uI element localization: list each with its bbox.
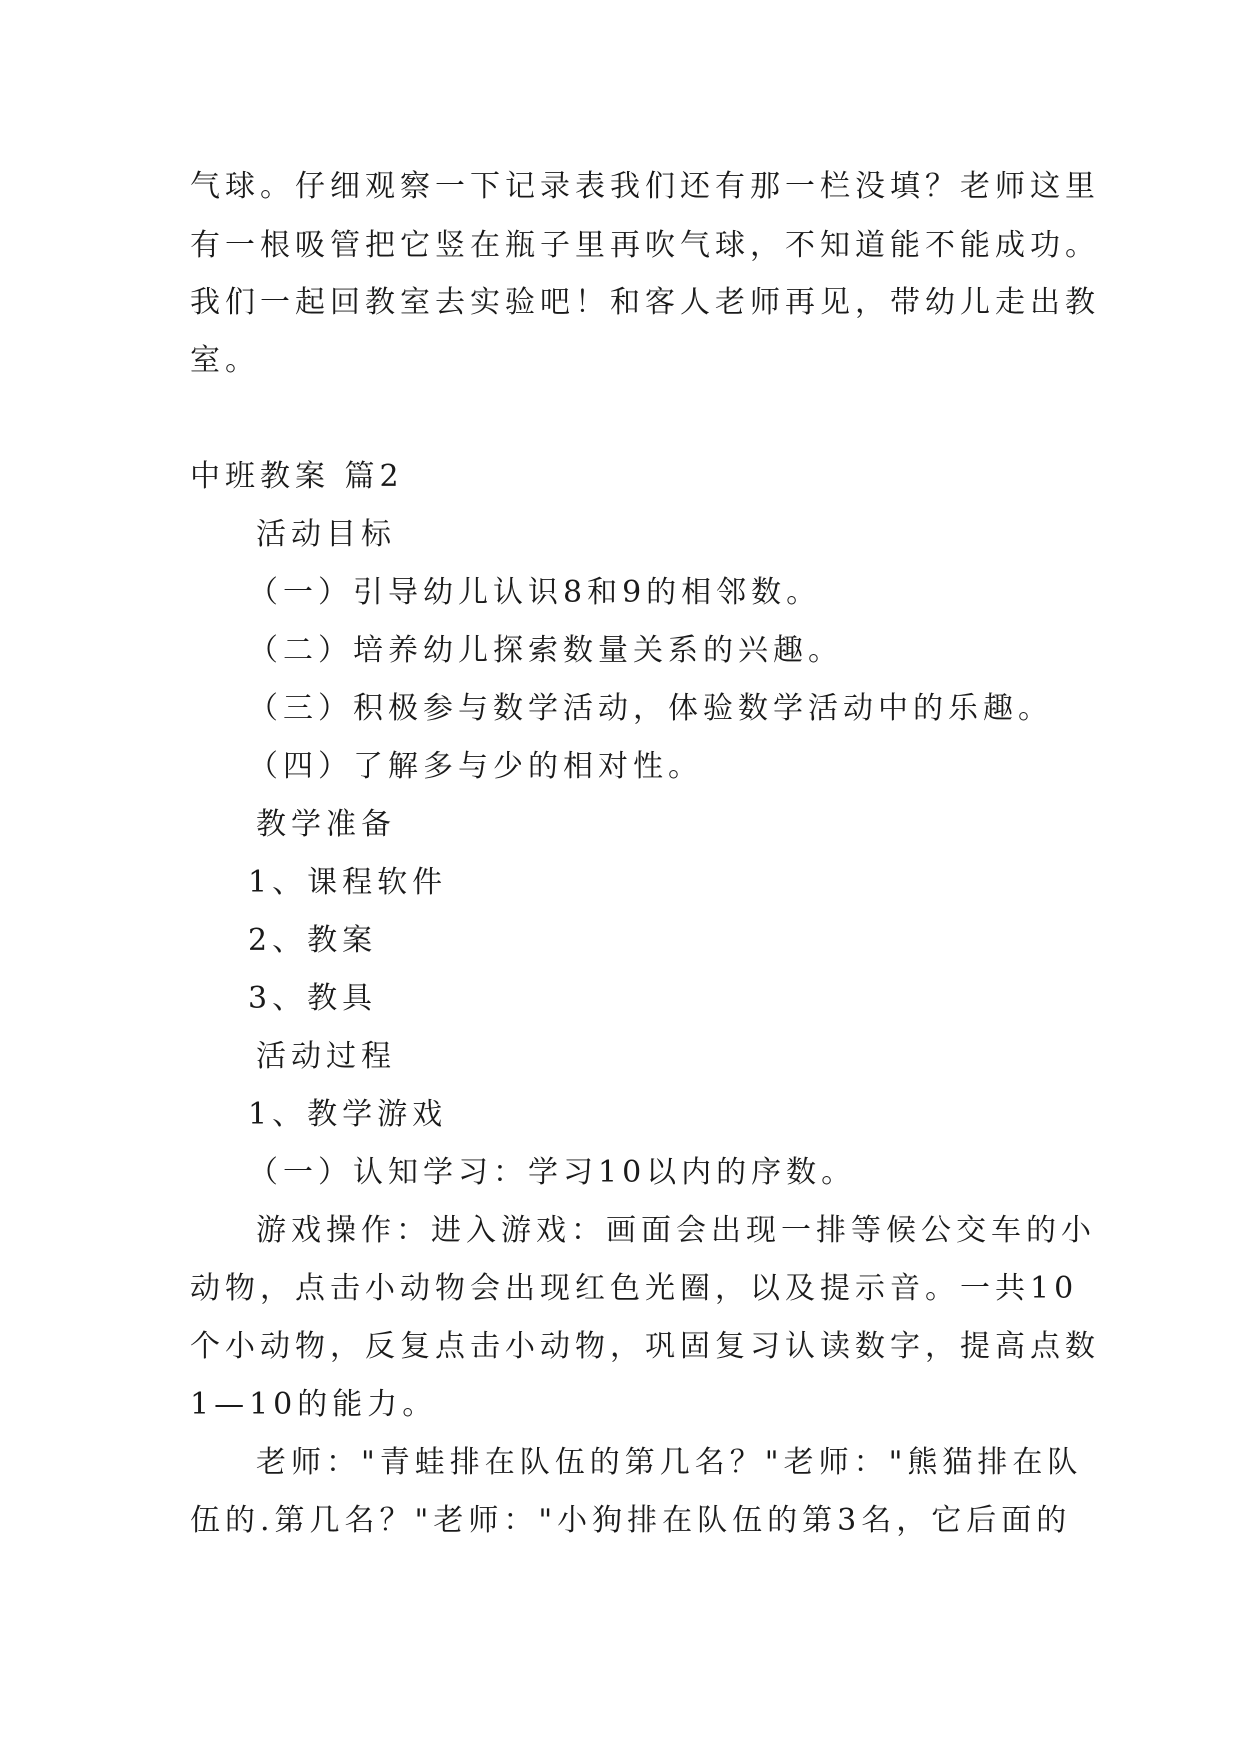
continuation-line: 我们一起回教室去实验吧！和客人老师再见，带幼儿走出教 [190,285,1100,320]
continuation-line: 室。 [190,343,260,378]
goal-item: （一）引导幼儿认识8和9的相邻数。 [248,575,822,610]
prep-item: 1、课程软件 [248,865,448,900]
section-title: 中班教案 篇2 [190,459,404,494]
game-paragraph-line: 游戏操作：进入游戏：画面会出现一排等候公交车的小 [256,1213,1096,1248]
goal-item: （三）积极参与数学活动，体验数学活动中的乐趣。 [248,691,1053,726]
teacher-paragraph-line: 伍的.第几名？"老师："小狗排在队伍的第3名，它后面的 [190,1503,1072,1538]
game-paragraph-line: 1—10的能力。 [190,1387,438,1422]
teacher-paragraph-line: 老师："青蛙排在队伍的第几名？"老师："熊猫排在队 [256,1445,1083,1480]
process-subitem: （一）认知学习：学习10以内的序数。 [248,1155,857,1190]
goal-item: （四）了解多与少的相对性。 [248,749,703,784]
goals-heading: 活动目标 [256,517,396,552]
process-heading: 活动过程 [256,1039,396,1074]
prep-heading: 教学准备 [256,807,396,842]
game-paragraph-line: 个小动物，反复点击小动物，巩固复习认读数字，提高点数 [190,1329,1100,1364]
continuation-line: 气球。仔细观察一下记录表我们还有那一栏没填？老师这里 [190,169,1100,204]
process-item: 1、教学游戏 [248,1097,448,1132]
prep-item: 3、教具 [248,981,378,1016]
continuation-line: 有一根吸管把它竖在瓶子里再吹气球，不知道能不能成功。 [190,228,1100,263]
prep-item: 2、教案 [248,923,378,958]
goal-item: （二）培养幼儿探索数量关系的兴趣。 [248,633,843,668]
game-paragraph-line: 动物，点击小动物会出现红色光圈，以及提示音。一共10 [190,1271,1079,1306]
